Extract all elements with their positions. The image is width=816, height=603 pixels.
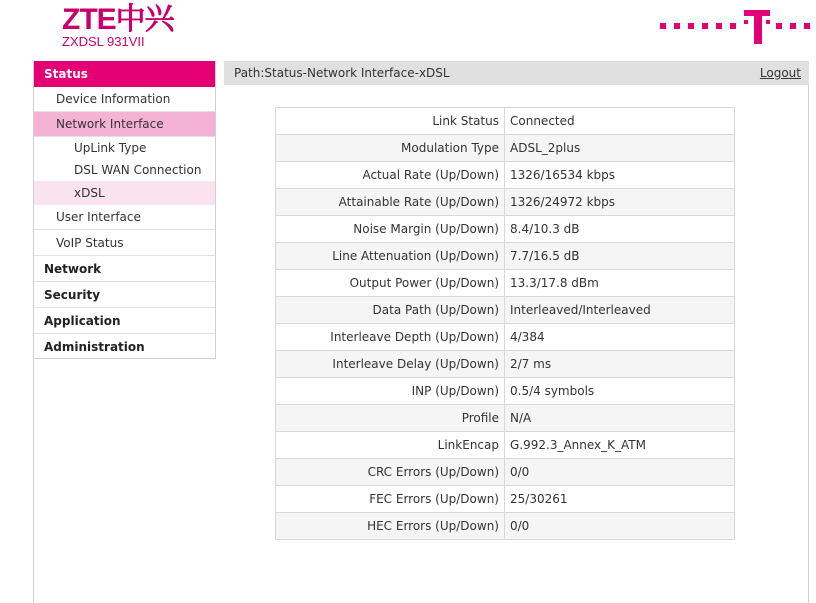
table-row: [276, 324, 735, 351]
row-value: 7.7/16.5 dB: [505, 243, 735, 270]
row-value: G.992.3_Annex_K_ATM: [505, 432, 735, 459]
nav-application[interactable]: Application: [34, 308, 215, 334]
row-label: Actual Rate (Up/Down): [276, 162, 505, 189]
nav-network[interactable]: Network: [34, 256, 215, 282]
row-label: Link Status: [276, 108, 505, 135]
table-row: [276, 189, 735, 216]
breadcrumb: Path:Status-Network Interface-xDSL: [234, 66, 450, 80]
nav-xdsl[interactable]: xDSL: [34, 181, 215, 205]
table-row: [276, 405, 735, 432]
row-label: FEC Errors (Up/Down): [276, 486, 505, 513]
row-value: 25/30261: [505, 486, 735, 513]
table-row: [276, 297, 735, 324]
table-row: [276, 162, 735, 189]
row-label: Noise Margin (Up/Down): [276, 216, 505, 243]
row-label: Modulation Type: [276, 135, 505, 162]
logout-link[interactable]: Logout: [759, 66, 801, 80]
row-value: 0.5/4 symbols: [505, 378, 735, 405]
table-row: [276, 135, 735, 162]
row-value: 8.4/10.3 dB: [505, 216, 735, 243]
nav-status[interactable]: Status: [34, 61, 215, 87]
row-label: INP (Up/Down): [276, 378, 505, 405]
row-value: 1326/16534 kbps: [505, 162, 735, 189]
row-value: 1326/24972 kbps: [505, 189, 735, 216]
row-label: Interleave Delay (Up/Down): [276, 351, 505, 378]
row-value: Interleaved/Interleaved: [505, 297, 735, 324]
path-bar: [224, 61, 809, 85]
nav-security[interactable]: Security: [34, 282, 215, 308]
row-value: 2/7 ms: [505, 351, 735, 378]
model-name: ZXDSL 931VII: [62, 34, 145, 49]
nav-dsl-wan-connection[interactable]: DSL WAN Connection: [74, 163, 202, 177]
row-label: Attainable Rate (Up/Down): [276, 189, 505, 216]
table-row: [276, 459, 735, 486]
table-row: [276, 432, 735, 459]
zte-logo: [62, 5, 174, 49]
table-row: [276, 243, 735, 270]
row-label: CRC Errors (Up/Down): [276, 459, 505, 486]
sidebar-nav: [33, 61, 216, 359]
row-value: N/A: [505, 405, 735, 432]
table-row: [276, 378, 735, 405]
table-row: [276, 351, 735, 378]
row-label: Output Power (Up/Down): [276, 270, 505, 297]
row-label: HEC Errors (Up/Down): [276, 513, 505, 540]
row-value: ADSL_2plus: [505, 135, 735, 162]
nav-uplink-type[interactable]: UpLink Type: [74, 141, 147, 155]
table-row: [276, 108, 735, 135]
row-value: 0/0: [505, 513, 735, 540]
row-label: Line Attenuation (Up/Down): [276, 243, 505, 270]
row-value: Connected: [505, 108, 735, 135]
row-value: 0/0: [505, 459, 735, 486]
row-label: LinkEncap: [276, 432, 505, 459]
table-row: [276, 270, 735, 297]
brand-name: ZTE中兴: [62, 3, 174, 36]
row-label: Profile: [276, 405, 505, 432]
nav-user-interface[interactable]: User Interface: [34, 205, 215, 230]
telekom-t-logo: [660, 6, 810, 46]
nav-voip-status[interactable]: VoIP Status: [34, 230, 215, 256]
nav-administration[interactable]: Administration: [44, 340, 145, 354]
nav-network-interface[interactable]: Network Interface: [34, 112, 215, 137]
nav-device-information[interactable]: Device Information: [34, 87, 215, 112]
page-right-border: [808, 85, 809, 603]
row-label: Interleave Depth (Up/Down): [276, 324, 505, 351]
row-value: 13.3/17.8 dBm: [505, 270, 735, 297]
row-value: 4/384: [505, 324, 735, 351]
table-row: [276, 216, 735, 243]
table-row: [276, 513, 735, 540]
page-left-border: [33, 358, 34, 603]
table-row: [276, 486, 735, 513]
row-label: Data Path (Up/Down): [276, 297, 505, 324]
xdsl-status-table: [275, 107, 735, 540]
